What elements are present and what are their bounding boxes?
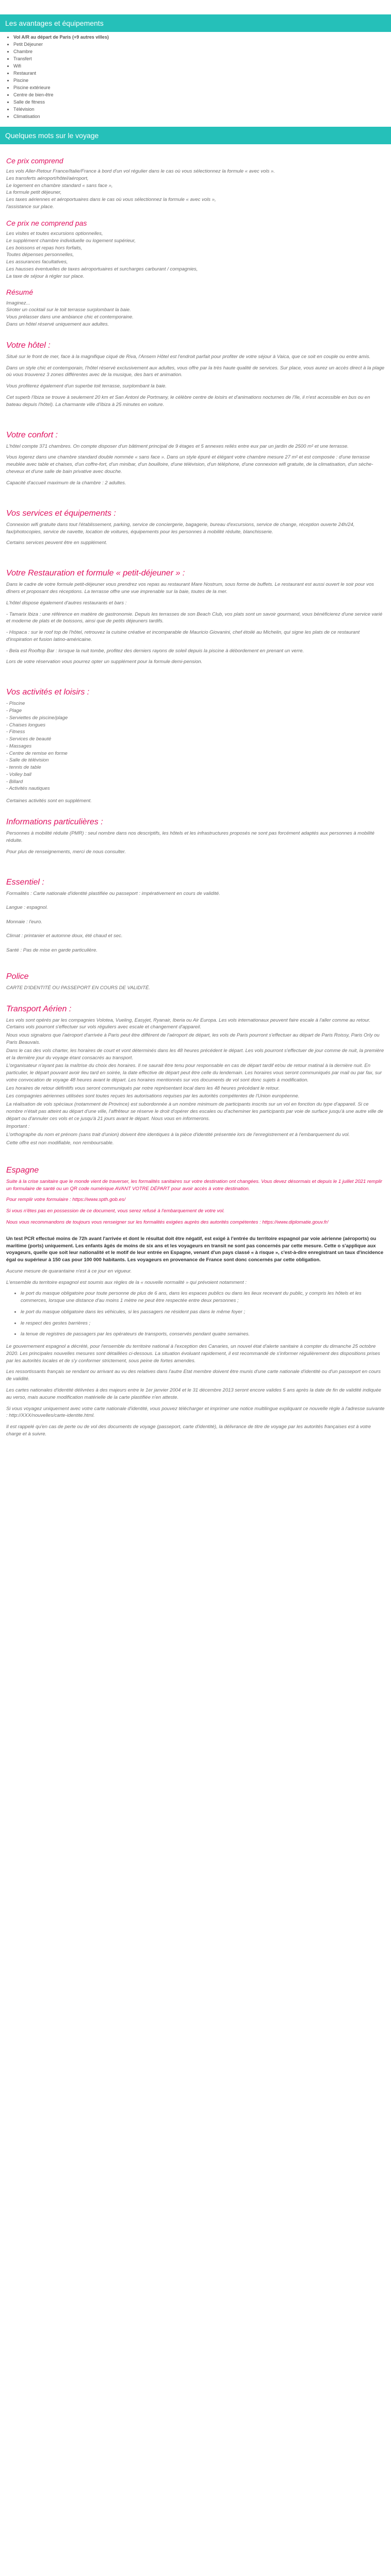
summary-line: Siroter un cocktail sur le toit terrasse surplombant la baie. <box>6 307 131 313</box>
essentials-title: Essentiel : <box>6 877 44 887</box>
feature-item: • Petit Déjeuner <box>13 41 391 48</box>
info-paragraph: Personnes à mobilité réduite (PMR) : seul nombre dans nos descriptifs, les hôtels et les infrastructures proposés ne sont pas forcément adaptés aux personnes à mobilité réduite. <box>6 831 374 843</box>
summary-line: Dans un hôtel réservé uniquement aux adultes. <box>6 321 109 327</box>
excluded-line: Les hausses éventuelles de taxes aéroportuaires et surcharges carburant / compagnies, <box>6 266 198 272</box>
transport-paragraph: Les compagnies aériennes utilisées sont toutes reçues les autorisations requises par les autorités compétentes de l'Union européenne. <box>6 1093 300 1099</box>
transport-paragraph: L'orthographe du nom et prénom (sans trait d'union) doivent être identiques à la pièce d'identité présentée lors de l'enregistrement et à l'embarquement du vol. <box>6 1132 350 1138</box>
spain-paragraph <box>6 1235 385 1264</box>
activity-item: - Salle de télévision <box>6 757 49 764</box>
included-line: Le logement en chambre standard « sans face », <box>6 182 113 189</box>
excluded-line: La taxe de séjour à régler sur place. <box>6 273 85 279</box>
dining-paragraph: L'hôtel dispose également d'autres restaurants et bars : <box>6 600 127 606</box>
essentials-line: Monnaie : l'euro. <box>6 919 42 925</box>
included-title: Ce prix comprend <box>6 156 63 165</box>
included-list <box>6 168 385 211</box>
spain-paragraph: Aucune mesure de quarantaine n'est à ce jour en vigueur. <box>6 1268 132 1274</box>
transport-body <box>6 1017 385 1147</box>
included-line: Les vols Aller-Retour France/Italie/France à bord d'un vol régulier dans le cas où vous sélectionnez la formule « avec vols ». <box>6 168 275 175</box>
comfort-paragraph: Vous logerez dans une chambre standard double nommée « sans face ». Dans un style épuré et élégant votre chambre mesure 27 m² et est composée : d'une terrasse meublée avec table et chaises, d'un coffre-fort, d'un minibar, d'un bouilloire, d'une télévision, d'un téléphone, d'une connexion wifi gratuite, de la climatisation, d'un sèche-cheveux et d'une salle de bain privative avec douche. <box>6 454 373 475</box>
spain-paragraph: Les cartes nationales d'identité délivrées à des majeurs entre le 1er janvier 2004 et le 31 décembre 2013 seront encore valides 5 ans après la date de fin de validité indiquée au verso, mais aucune modification matérielle de la carte plastifiée n'en atteste. <box>6 1387 381 1400</box>
transport-paragraph: Les vols sont opérés par les compagnies Volotea, Vueling, Easyjet, Ryanair, Iberia ou Air Europa. Les vols internationaux peuvent faire escale à l'aller comme au retour. Certains vols pourront s'effectuer sur vols réguliers avec escale et changement d'appareil. <box>6 1017 371 1030</box>
hotel-title: Votre hôtel : <box>6 341 51 350</box>
essentials-spacer <box>6 926 385 933</box>
transport-title: Transport Aérien : <box>6 1004 72 1013</box>
feature-item: • Piscine extérieure <box>13 84 391 92</box>
activity-item: - Serviettes de piscine/plage <box>6 715 68 721</box>
dining-paragraph: - Tamarix Ibiza : une référence en matière de gastronomie. Depuis les terrasses de son Beach Club, vos plats sont un savoir gourmand, vous bénéficierez d'une service varié et moderne de plats et de boissons, ainsi que de petits déjeuners tardifs. <box>6 611 383 624</box>
hotel-paragraph: Cet superb l'Ibiza se trouve à seulement 20 km et San Antoni de Portmany, le célèbre centre de loisirs et d'animations nocturnes de l'île, il n'est accessible en bus ou en bateau depuis l'hôtel). La charmante ville d'Ibiza à 25 minutes en voiture. <box>6 395 370 408</box>
spain-paragraph: Si vous voyagez uniquement avec votre carte nationale d'identité, vous pouvez télécharger et imprimer une notice multilingue expliquant ce nouvelle règle à l'adresse suivante : http://XXX/nouvelles/carte-identite.html. <box>6 1405 385 1419</box>
activity-item: - tennis de table <box>6 765 41 771</box>
included-line: La formule petit déjeuner, <box>6 190 62 196</box>
police-title: Police <box>6 972 29 981</box>
feature-item: • Wifi <box>13 63 391 70</box>
feature-item-label: Vol A/R au départ de Paris (+9 autres villes) <box>13 35 109 40</box>
feature-item: • Restaurant <box>13 70 391 77</box>
activity-item: - Volley ball <box>6 771 31 777</box>
summary-title: Résumé <box>6 288 34 297</box>
essentials-list <box>6 890 385 954</box>
dining-title: Votre Restauration et formule « petit-déjeuner » : <box>6 569 185 578</box>
spain-alert-warning: Si vous n'êtes pas en possession de ce document, vous serez refusé à l'embarquement de votre vol. <box>6 1208 225 1214</box>
stay-banner: Quelques mots sur le voyage <box>0 127 391 144</box>
hotel-paragraph: Dans un style chic et contemporain, l'hôtel réservé exclusivement aux adultes, vous offre par la très haute qualité de services. Sur place, vous aurez un accès direct à la plage où vous trouverez 3 zones différentes avec de la musique, des bars et animation. <box>6 365 385 378</box>
included-line: l'assistance sur place. <box>6 204 54 210</box>
transport-paragraph: Nous vous signalons que l'aéroport d'arrivée à Paris peut être différent de l'aéroport de départ, les vols de Paris pourront s'effectuer au départ de Paris Roissy, Paris Orly ou Paris Beauvais. <box>6 1032 380 1046</box>
essentials-spacer <box>6 897 385 904</box>
comfort-title: Votre confort : <box>6 430 58 439</box>
included-line: Les transferts aéroport/hôtel/aéroport, <box>6 175 89 181</box>
essentials-line: Formalités : Carte nationale d'identité plastifiée ou passeport : impérativement en cours de validité. <box>6 890 220 896</box>
excluded-line: Le supplément chambre individuelle ou logement supérieur, <box>6 238 136 244</box>
services-paragraph: Connexion wifi gratuite dans tout l'établissement, parking, service de conciergerie, bagagerie, bureau d'excursions, service de change, réception ouverte 24h/24, fax/photocopies, service de navette, location de voitures, équipements pour les personnes à mobilité réduite, blanchisserie. <box>6 521 355 535</box>
spain-alert: Suite à la crise sanitaire que le monde vient de traverser, les formalités sanitaires sur votre destination ont changées. Vous devez désormais et depuis le 1 juillet 2021 remplir un formulaire de santé ou un QR code numérique AVANT VOTRE DÉPART pour avoir accès à votre destination. <box>6 1178 382 1192</box>
essentials-line: Climat : printanier et automne doux, été chaud et sec. <box>6 933 123 939</box>
info-paragraph: Pour plus de renseignements, merci de nous consulter. <box>6 849 126 855</box>
spain-paragraph: L'ensemble du territoire espagnol est soumis aux règles de la « nouvelle normalité » qui prévoient notamment : <box>6 1279 247 1285</box>
summary-text <box>6 300 385 328</box>
feature-item: • Salle de fitness <box>13 99 391 106</box>
activity-item: - Chaises longues <box>6 722 46 728</box>
info-title: Informations particulières : <box>6 818 103 827</box>
spain-rule-item: • le port du masque obligatoire dans les véhicules, si les passagers ne résident pas dans le même foyer ; <box>21 1309 385 1316</box>
services-title: Vos services et équipements : <box>6 509 116 518</box>
excluded-list <box>6 230 385 280</box>
comfort-paragraph: Capacité d'accueil maximum de la chambre : 2 adultes. <box>6 480 126 486</box>
spain-rules-list <box>21 1290 385 1338</box>
transport-paragraph: Cette offre est non modifiable, non remboursable. <box>6 1140 114 1146</box>
feature-item: • Centre de bien-être <box>13 92 391 99</box>
feature-item: • Piscine <box>13 77 391 84</box>
activity-item: - Massages <box>6 743 32 749</box>
spain-rule-item: • le respect des gestes barrières ; <box>21 1320 385 1327</box>
essentials-spacer <box>6 940 385 947</box>
stay-content <box>0 144 391 1452</box>
transport-paragraph: La réalisation de vols spéciaux (notamment de Province) est subordonnée à un nombre minimum de participants inscrits sur un vol en fonction du type d'appareil. Si ce nombre n'était pas atteint au départ d'une ville, l'affrêteur se réserve le droit d'opérer des escales ou d'acheminer les participants par voie de surface jusqu'à une autre ville de départ ou d'annuler ces vols et ce jusqu'à 21 jours avant le départ. Nous vous en informerons. <box>6 1101 383 1122</box>
dining-paragraph: - Hispaca : sur le roof top de l'hôtel, retrouvez la cuisine créative et incomparable de Mauricio Giovanini, chef étoilé au Michelin, qui signe les plats de ce restaurant d'inspiration et fusion latino-américaine. <box>6 630 360 642</box>
essentials-line: Santé : Pas de mise en garde particulière. <box>6 947 97 953</box>
spain-alert-link[interactable]: Pour remplir votre formulaire : https://www.spth.gob.es/ <box>6 1197 126 1203</box>
spain-paragraph: Il est rappelé qu'en cas de perte ou de vol des documents de voyage (passeport, carte d'identité), la délivrance de titre de voyage par les autorités françaises est à votre charge et à suivre. <box>6 1424 371 1437</box>
transport-paragraph: Dans le cas des vols charter, les horaires de court et vont déterminés dans les 48 heures précédent le départ. Les vols pourront s'effectuer de jour comme de nuit, la première et la dernière jour du voyage étant consacrés au transport. <box>6 1047 384 1061</box>
activities-list <box>6 700 385 792</box>
dining-paragraph: Lors de votre réservation vous pourrez opter un supplément pour la formule demi-pension. <box>6 659 203 665</box>
essentials-spacer <box>6 911 385 919</box>
dining-paragraph: - Bela est Rooftop Bar : lorsque la nuit tombe, profitez des derniers rayons de soleil depuis la piscine à débordement en prenant un verre. <box>6 648 304 654</box>
included-line: Les taxes aériennes et aéroportuaires dans le cas où vous sélectionnez la formule « avec vols », <box>6 197 216 203</box>
excluded-title: Ce prix ne comprend pas <box>6 218 87 227</box>
features-banner: Les avantages et équipements <box>0 14 391 32</box>
activity-item: - Plage <box>6 708 22 714</box>
features-list <box>13 34 391 120</box>
feature-item <box>13 34 391 41</box>
spain-paragraph-text: Un test PCR effectué moins de 72h avant l'arrivée et dont le résultat doit être négatif, est exigé à l'entrée du territoire espagnol par voie aérienne (aéroports) ou maritime (ports) uniquement. Les enfants âgés de moins de six ans et les voyageurs en transit ne sont pas concernés par cette mesure. Cette o s'applique aux voyageurs, quelle que soit leur nationalité et le motif de leur entrée en Espagne, venant d'un pays classé « à risque », c'est-à-dire enregistrant un taux d'incidence égal ou supérieur à 150 cas pour 100 000 habitants. Les voyageurs en provenance de France sont donc concernés par cette obligation. <box>6 1235 384 1263</box>
transport-paragraph: Important : <box>6 1124 30 1130</box>
hotel-paragraph: Situé sur le front de mer, face à la magnifique ciqué de Riva, l'Ansem Hôtel est l'endroit parfait pour profiter de votre séjour à Vaica, que ce soit en couple ou entre amis. <box>6 353 371 360</box>
activity-item: - Fitness <box>6 729 25 735</box>
feature-item: • Climatisation <box>13 113 391 121</box>
spain-alert-recommendation[interactable]: Nous vous recommandons de toujours vous renseigner sur les formalités exigées auprès des autorités compétentes : https://www.diplomatie.gouv.fr/ <box>6 1219 329 1225</box>
hotel-paragraph: Vous profiterez également d'un superbe toit terrasse, surplombant la baie. <box>6 383 167 389</box>
spain-rule-item: • le port du masque obligatoire pour toute personne de plus de 6 ans, dans les espaces publics ou dans les lieux recevant du public, y compris les hôtels et les commerces, lorsque une distance d'au moins 1 mètre ne peut être respectée entre deux personnes ; <box>21 1290 385 1304</box>
comfort-paragraph: L'hôtel compte 371 chambres. On compte disposer d'un bâtiment principal de 9 étages et 5 annexes reliés entre eux par un jardin de 2500 m² et une terrasse. <box>6 443 349 449</box>
excluded-line: Les assurances facultatives, <box>6 259 68 265</box>
feature-item: • Télévision <box>13 106 391 113</box>
spain-title: Espagne <box>6 1165 39 1175</box>
activities-title: Vos activités et loisirs : <box>6 688 90 697</box>
feature-item: • Transfert <box>13 56 391 63</box>
excluded-line: Les visites et toutes excursions optionnelles, <box>6 231 103 237</box>
activity-item: - Centre de remise en forme <box>6 750 68 756</box>
essentials-line: Langue : espagnol. <box>6 905 48 911</box>
spain-paragraph: Les ressortissants français se rendant ou arrivant au vu des relatives dans l'autre Etat membre doivent être munis d'une carte nationale d'identité ou d'un passeport en cours de validité. <box>6 1369 381 1382</box>
services-paragraph: Certains services peuvent être en supplément. <box>6 540 107 546</box>
feature-item: • Chambre <box>13 48 391 56</box>
spain-rule-item: • la tenue de registres de passagers par les opérateurs de transports, conservés pendant quatre semaines. <box>21 1331 385 1338</box>
police-text: CARTE D'IDENTITÉ OU PASSEPORT EN COURS DE VALIDITÉ. <box>6 985 150 991</box>
transport-paragraph: L'organisateur n'ayant pas la maîtrise du choix des horaires. Il ne saurait être tenu pour responsable en cas de départ tardif et/ou de retour matinal à la dernière nuit. En particulier, le départ pouvant avoir lieu tard en soirée, la date effective de départ peut être celle du lendemain. Les horaires vous seront communiqués par mail ou par fax, sur votre convocation de voyage 48 heures avant le départ. Les horaires mentionnés sur vos documents de vol sont donc sujets à modification. <box>6 1063 382 1083</box>
activity-item: - Billard <box>6 778 23 785</box>
activity-item: - Services de beauté <box>6 736 52 742</box>
summary-line: Imaginez... <box>6 300 30 306</box>
activities-note: Certaines activités sont en supplément. <box>6 798 92 804</box>
activity-item: - Activités nautiques <box>6 786 50 792</box>
dining-paragraph: Dans le cadre de votre formule petit-déjeuner vous prendrez vos repas au restaurant Mare Nostrum, sous forme de buffets. Le restaurant est aussi ouvert le soir pour vos dîners et proposant des réceptions. La terrasse offre une vue imprenable sur la baie, toutes de la mer. <box>6 582 374 595</box>
activity-item: - Piscine <box>6 701 25 707</box>
excluded-line: Toutes dépenses personnelles, <box>6 252 74 258</box>
excluded-line: Les boissons et repas hors forfaits, <box>6 245 83 251</box>
transport-paragraph: Les horaires de retour définitifs vous seront communiqués par notre représentant local dans les 48 heures précédant le retour. <box>6 1085 280 1091</box>
summary-line: Vous prélasser dans une ambiance chic et contemporaine. <box>6 314 134 320</box>
spain-paragraph: Le gouvernement espagnol a décrété, pour l'ensemble du territoire national à l'exception des Canaries, un nouvel état d'alerte sanitaire à compter du dimanche 25 octobre 2020. Les principales nouvelles mesures sont détaillées ci-dessous. La situation évoluant rapidement, il est recommandé de s'informer régulièrement des dispositions prises par les autorités locales et de s'y conformer strictement, sous peine de fortes amendes. <box>6 1344 380 1364</box>
